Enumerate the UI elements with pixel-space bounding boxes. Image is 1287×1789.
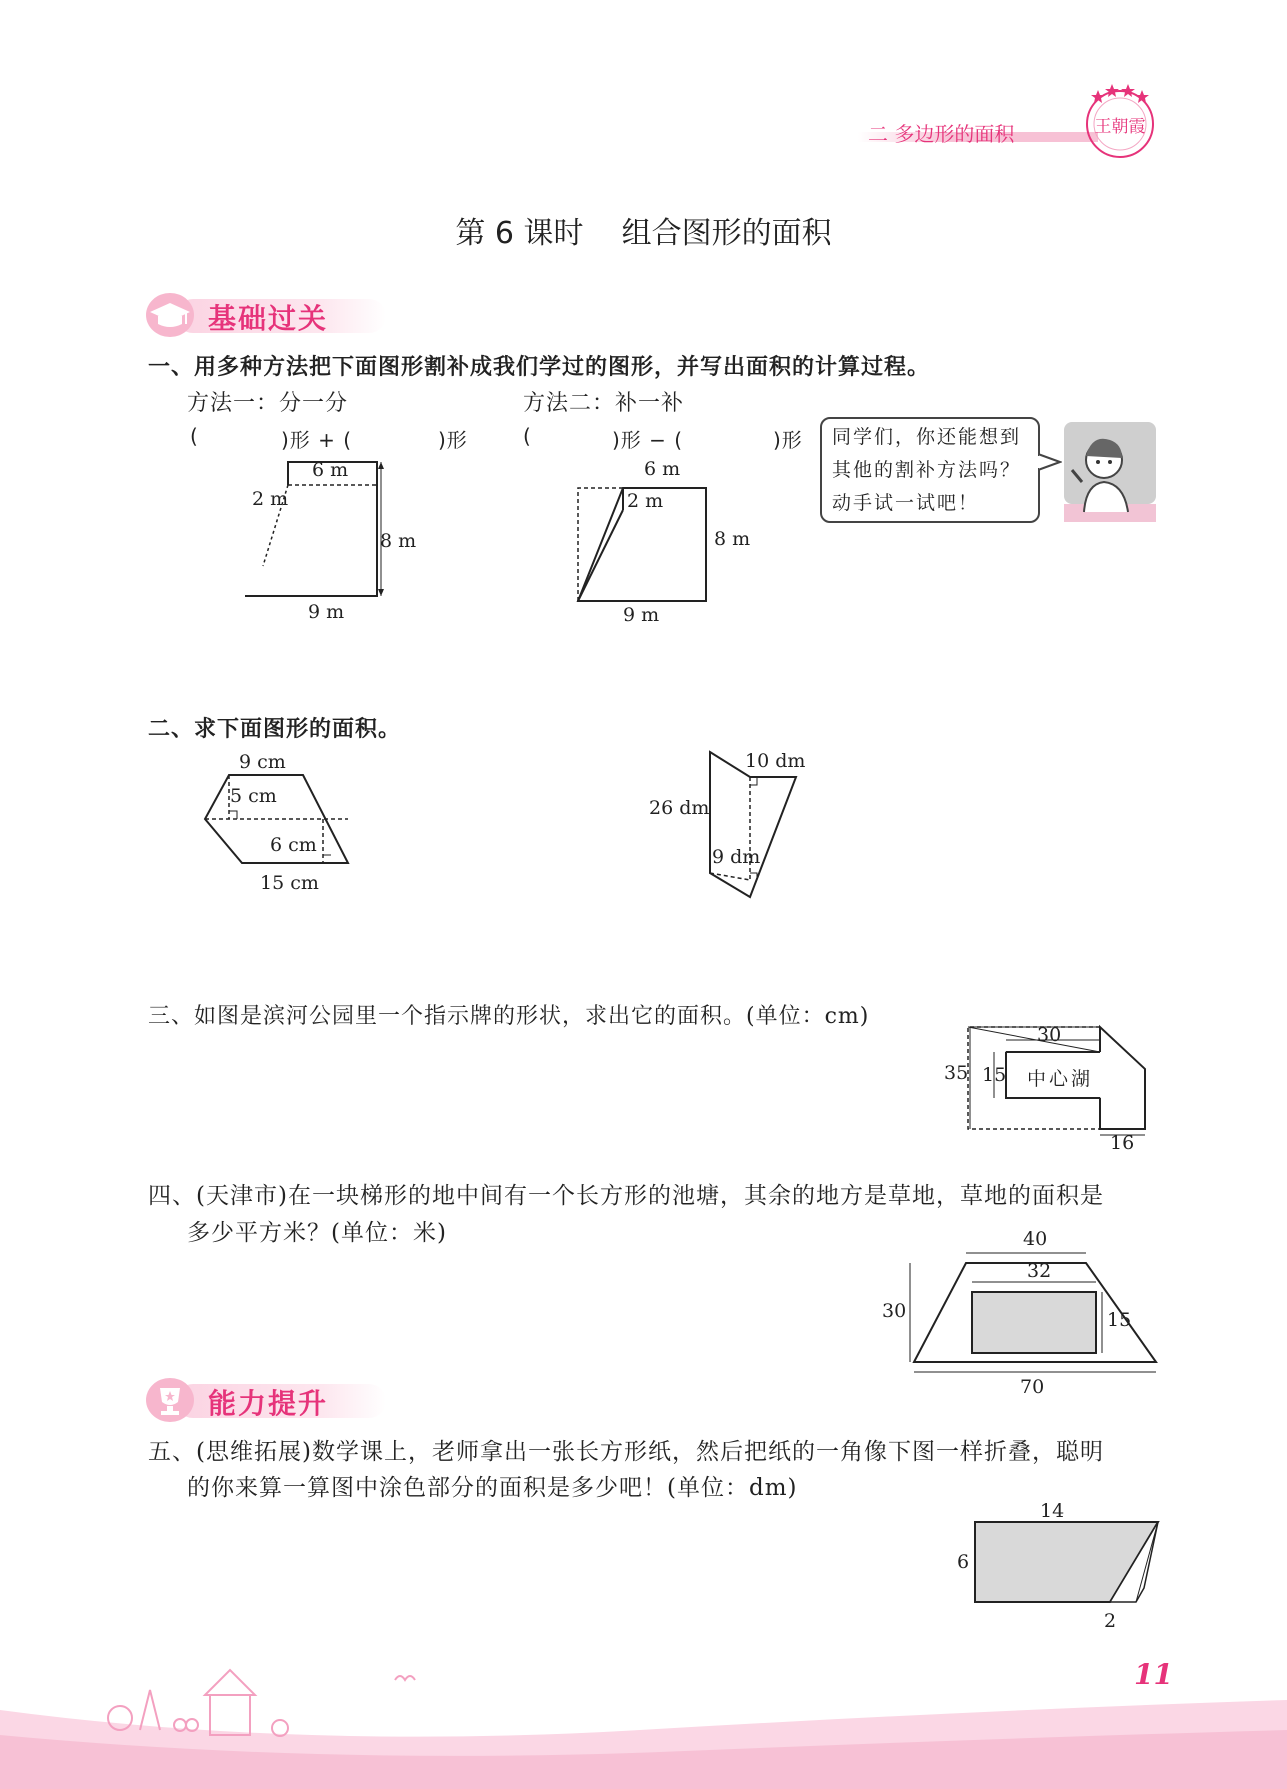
q4-label-top: 40 (1023, 1228, 1048, 1250)
student-avatar-icon (1062, 420, 1158, 526)
bubble-line-2: 其他的割补方法吗？ (832, 459, 1022, 481)
q1-fig1-bottom: 9 m (308, 601, 345, 623)
section-advanced-label: 能力提升 (208, 1387, 329, 1420)
q2-fig1-h1: 5 cm (230, 785, 277, 807)
logo-seal (1080, 78, 1160, 160)
page-title: 第 6 课时 组合图形的面积 (455, 216, 832, 251)
graduation-cap-icon (146, 293, 194, 337)
q1-method1: 方法一：分一分 (187, 391, 349, 416)
q4-line2: 多少平方米？(单位：米) (187, 1220, 447, 1246)
q4-line1: 四、(天津市)在一块梯形的地中间有一个长方形的池塘，其余的地方是草地，草地的面积是 (148, 1183, 1104, 1209)
q1-method2: 方法二：补一补 (523, 391, 685, 416)
section-advanced-badge (146, 1378, 406, 1422)
speech-bubble (820, 417, 1040, 523)
q1-fig1-top: 6 m (312, 459, 349, 481)
q2-fig2-top: 10 dm (745, 750, 806, 772)
q3-label-lake: 中心湖 (1027, 1068, 1094, 1090)
q1-fig2-right: 8 m (714, 528, 751, 550)
q2-fig2-left: 26 dm (649, 797, 710, 819)
q1-fig1-left: 2 m (252, 488, 289, 510)
bubble-tail (1038, 452, 1062, 472)
logo-text: 王朝霞 (1094, 117, 1146, 137)
q1-fig1-right: 8 m (380, 530, 417, 552)
q4-label-rect-h: 15 (1107, 1309, 1132, 1331)
q5-label-left: 6 (957, 1551, 970, 1573)
q3-text: 三、如图是滨河公园里一个指示牌的形状，求出它的面积。(单位：cm) (148, 1004, 870, 1029)
q1-blank1-open: ( (190, 424, 199, 448)
q2-fig2-inner: 9 dm (712, 846, 761, 868)
q3-label-35: 35 (944, 1062, 969, 1084)
footer-decoration (0, 1640, 1287, 1789)
q1-fig2-inner: 2 m (627, 490, 664, 512)
section-basic-label: 基础过关 (208, 302, 329, 335)
q1-blank2-end: )形 (773, 428, 803, 452)
q3-label-16: 16 (1110, 1132, 1135, 1154)
q5-label-top: 14 (1040, 1500, 1065, 1522)
q1-fig2-bottom: 9 m (623, 604, 660, 626)
trophy-icon (146, 1378, 194, 1422)
q5-figure (960, 1510, 1170, 1630)
page-number: 11 (1134, 1658, 1173, 1691)
q1-fig2-top: 6 m (644, 458, 681, 480)
q4-label-inner: 32 (1027, 1260, 1052, 1282)
bubble-line-3: 动手试一试吧！ (832, 492, 980, 514)
q3-label-30: 30 (1037, 1024, 1062, 1046)
q5-line1: 五、(思维拓展)数学课上，老师拿出一张长方形纸，然后把纸的一角像下图一样折叠，聪明 (148, 1439, 1104, 1465)
q2-fig1-bottom: 15 cm (260, 872, 319, 894)
chapter-label: 二 多边形的面积 (868, 122, 1015, 146)
q2-fig1-top: 9 cm (239, 751, 286, 773)
q1-blank1-mid: )形 + ( (281, 428, 353, 452)
q4-label-height: 30 (882, 1300, 907, 1322)
q3-label-15: 15 (982, 1064, 1007, 1086)
q5-line2: 的你来算一算图中涂色部分的面积是多少吧！(单位：dm) (187, 1475, 798, 1501)
q2-figure1 (200, 765, 360, 875)
q1-text: 一、用多种方法把下面图形割补成我们学过的图形，并写出面积的计算过程。 (148, 355, 931, 380)
section-basic-badge (146, 293, 406, 337)
bubble-line-1: 同学们，你还能想到 (832, 426, 1022, 448)
q1-blank2-open: ( (523, 424, 532, 448)
q4-label-bottom: 70 (1020, 1376, 1045, 1398)
q2-fig1-h2: 6 cm (270, 834, 317, 856)
q2-text: 二、求下面图形的面积。 (148, 717, 402, 742)
q5-label-bottom: 2 (1104, 1610, 1117, 1632)
q1-blank2-mid: )形 − ( (612, 428, 684, 452)
q1-blank1-end: )形 (438, 428, 468, 452)
